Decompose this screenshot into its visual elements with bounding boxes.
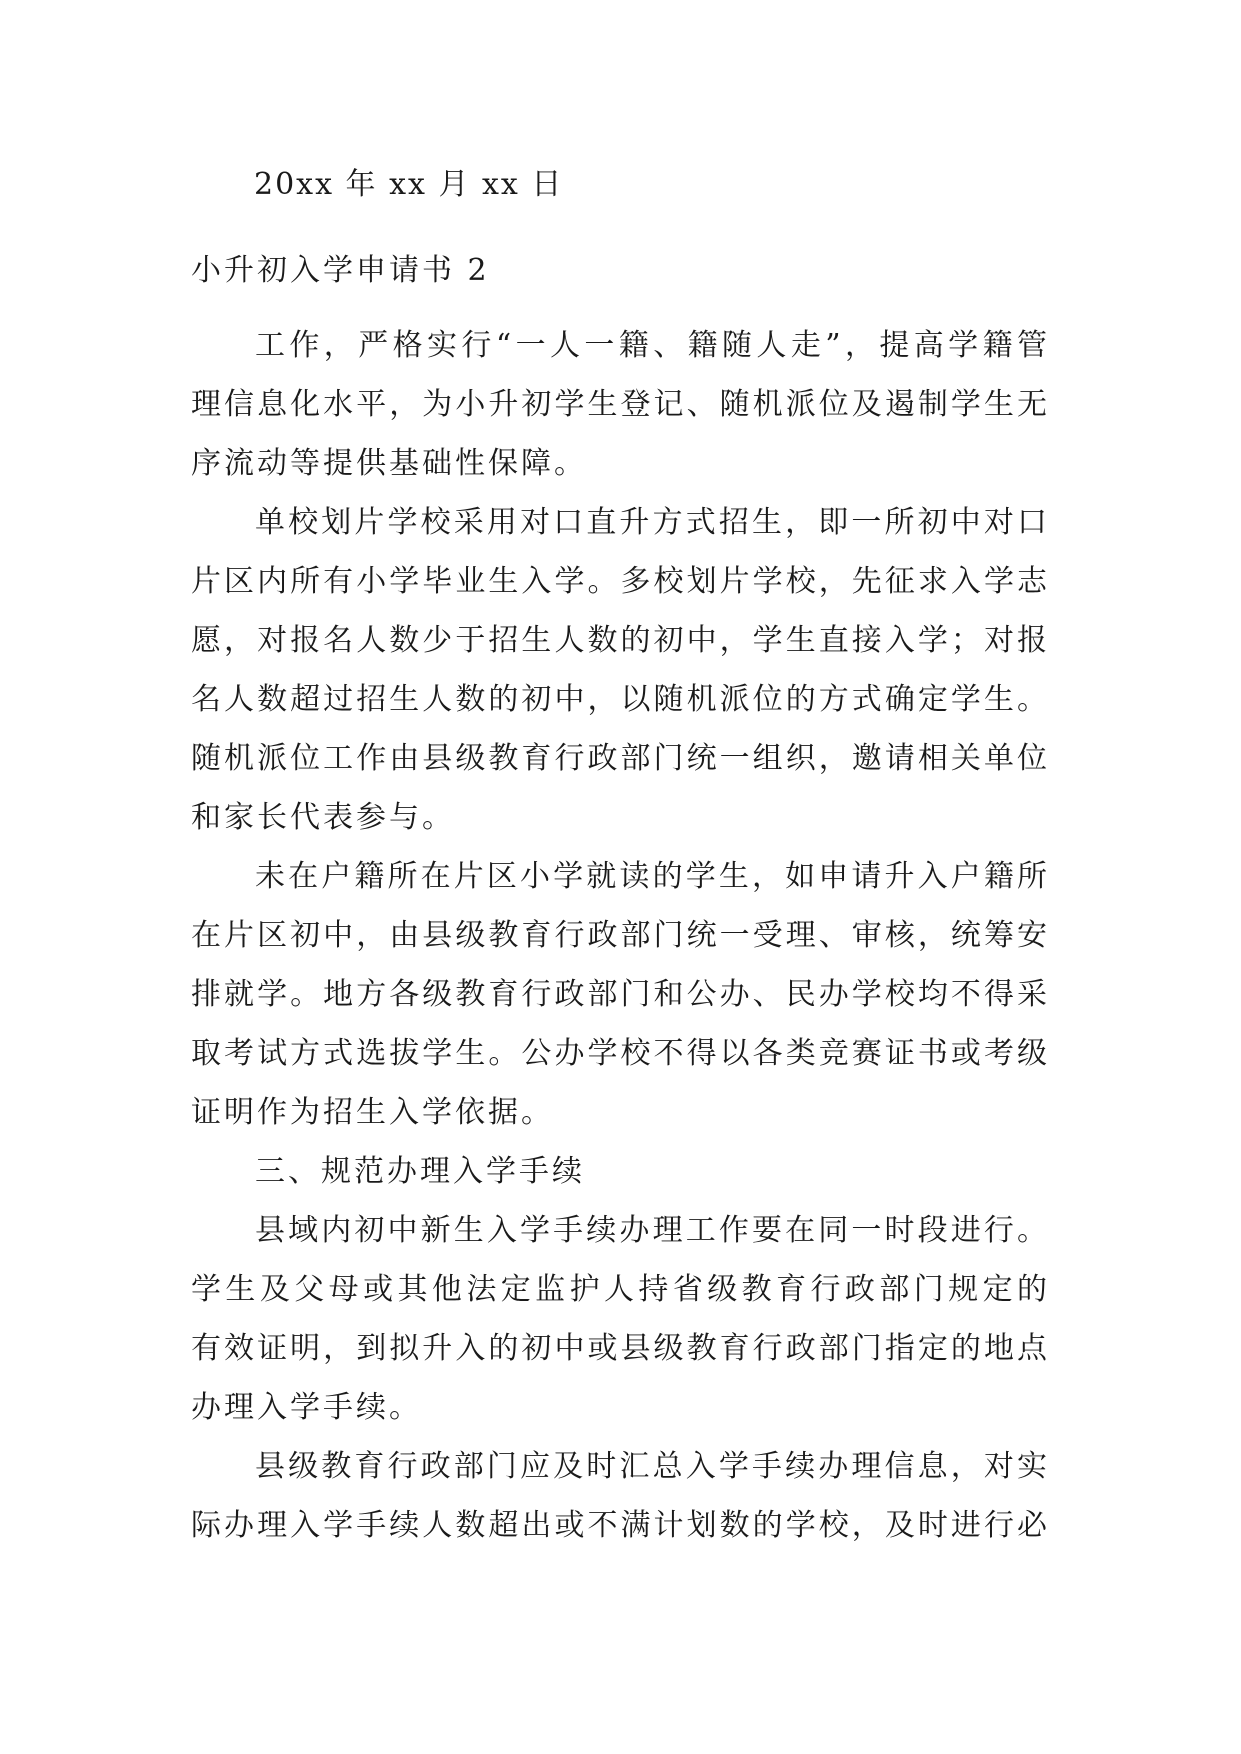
- text-line: 在片区初中，由县级教育行政部门统一受理、审核，统筹安: [191, 918, 1047, 953]
- text-line: 和家长代表参与。: [191, 800, 455, 835]
- text-line: 际办理入学手续人数超出或不满计划数的学校，及时进行必: [191, 1508, 1047, 1543]
- text-line: 工作，严格实行“一人一籍、籍随人走”，提高学籍管: [255, 328, 1047, 363]
- text-line: 未在户籍所在片区小学就读的学生，如申请升入户籍所: [255, 859, 1047, 894]
- text-line: 取考试方式选拔学生。公办学校不得以各类竞赛证书或考级: [191, 1036, 1047, 1071]
- text-line: 县域内初中新生入学手续办理工作要在同一时段进行。: [255, 1213, 1047, 1248]
- text-line: 单校划片学校采用对口直升方式招生，即一所初中对口: [255, 505, 1047, 540]
- text-line: 有效证明，到拟升入的初中或县级教育行政部门指定的地点: [191, 1331, 1047, 1366]
- text-line: 办理入学手续。: [191, 1390, 422, 1425]
- text-line: 证明作为招生入学依据。: [191, 1095, 554, 1130]
- text-line: 名人数超过招生人数的初中，以随机派位的方式确定学生。: [191, 682, 1047, 717]
- document-date: 20xx 年 xx 月 xx 日: [254, 167, 564, 202]
- text-line: 片区内所有小学毕业生入学。多校划片学校，先征求入学志: [191, 564, 1047, 599]
- text-line: 理信息化水平，为小升初学生登记、随机派位及遏制学生无: [191, 387, 1047, 422]
- text-line: 县级教育行政部门应及时汇总入学手续办理信息，对实: [255, 1449, 1047, 1484]
- text-line: 愿，对报名人数少于招生人数的初中，学生直接入学；对报: [191, 623, 1047, 658]
- text-line: 序流动等提供基础性保障。: [191, 446, 587, 481]
- document-body: [191, 316, 1047, 1555]
- text-line: 学生及父母或其他法定监护人持省级教育行政部门规定的: [191, 1272, 1047, 1307]
- text-line: 随机派位工作由县级教育行政部门统一组织，邀请相关单位: [191, 741, 1047, 776]
- document-title: 小升初入学申请书 2: [191, 253, 490, 288]
- text-line: 排就学。地方各级教育行政部门和公办、民办学校均不得采: [191, 977, 1047, 1012]
- section-heading: 三、规范办理入学手续: [255, 1154, 585, 1189]
